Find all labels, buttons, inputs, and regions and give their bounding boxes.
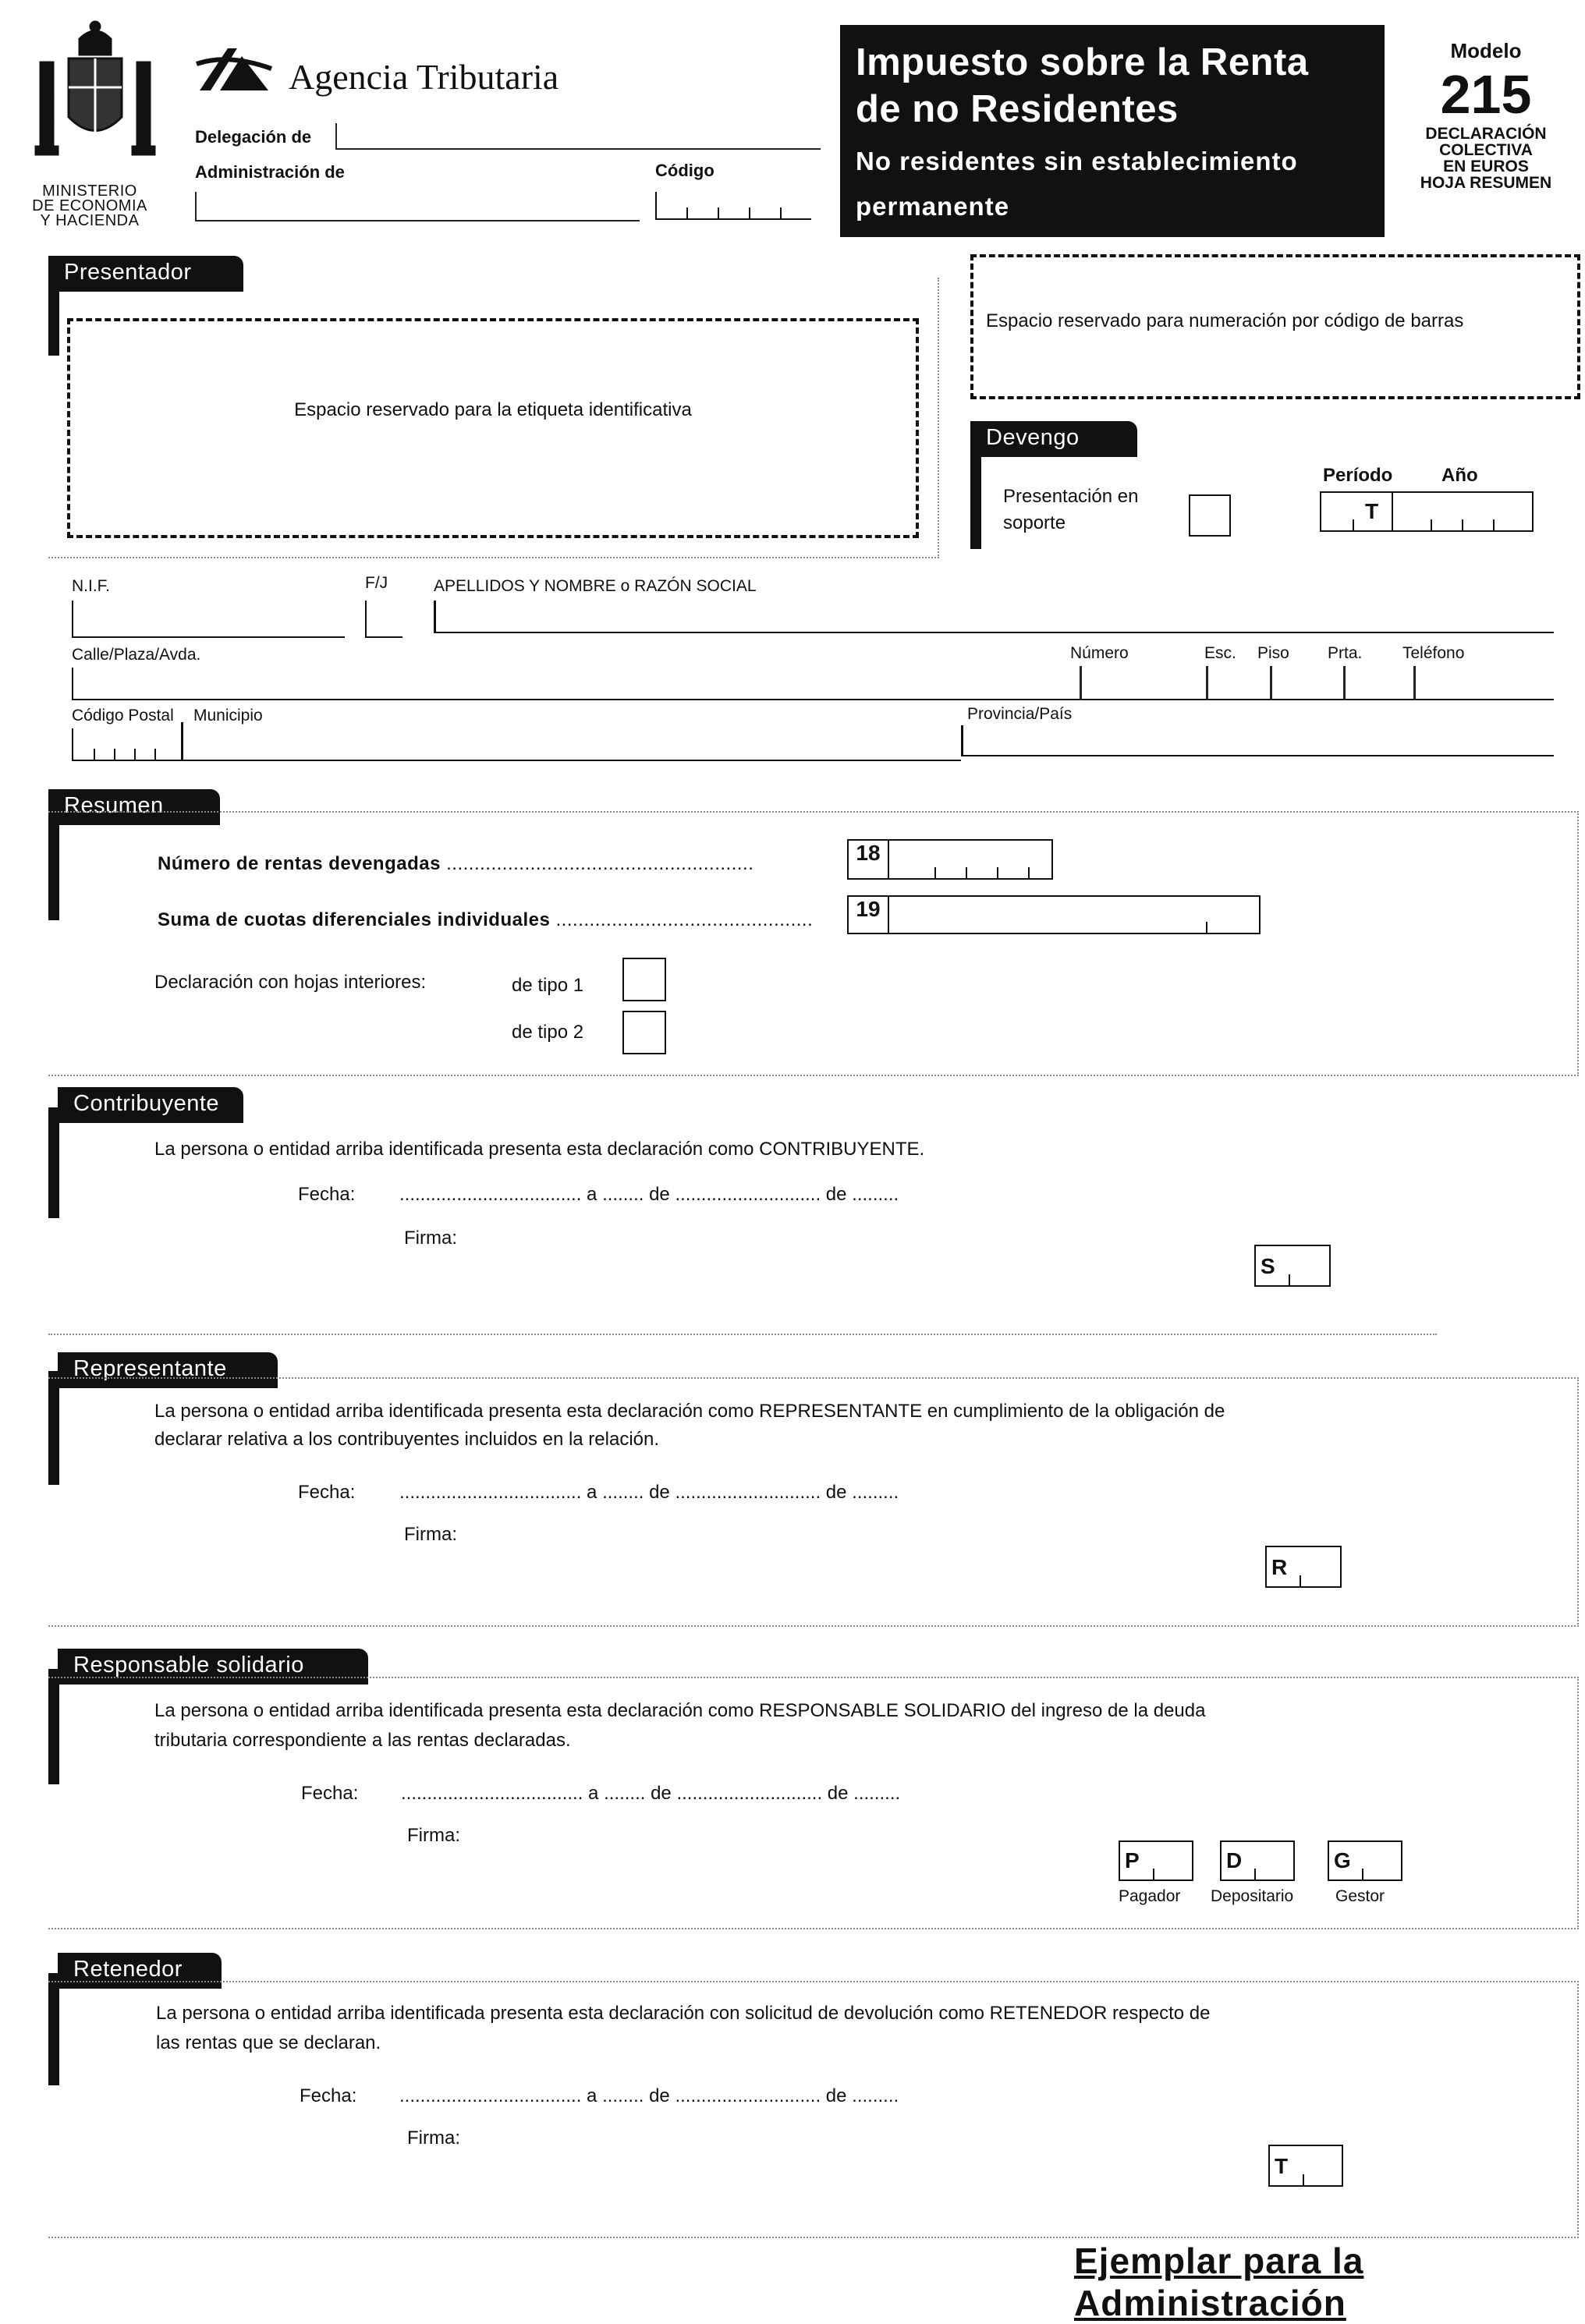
delegacion-label: Delegación de: [195, 127, 312, 147]
firma-label: Firma:: [404, 1228, 457, 1249]
depositario-code-box[interactable]: D: [1220, 1840, 1295, 1881]
tab-retenedor: Retenedor: [58, 1953, 222, 1989]
form-title: Impuesto sobre la Renta de no Residentes No residentes sin establecimiento permanente: [840, 25, 1385, 237]
modelo-number: 215: [1440, 64, 1532, 125]
agency-logo-icon: [197, 45, 271, 94]
fecha-label: Fecha:: [298, 1184, 356, 1205]
numero-label: Número: [1070, 644, 1129, 662]
agency-name: Agencia Tributaria: [289, 57, 559, 97]
gestor-label: Gestor: [1335, 1887, 1385, 1905]
municipio-field[interactable]: [181, 722, 961, 761]
soporte-checkbox[interactable]: [1189, 494, 1231, 537]
etiqueta-area: Espacio reservado para la etiqueta identificativa: [67, 318, 919, 538]
codigo-postal-field[interactable]: [72, 728, 181, 761]
tab-representante: Representante: [58, 1352, 278, 1388]
modelo-block: Modelo 215 DECLARACIÓN COLECTIVA EN EUROS HOJA RESUMEN: [1396, 39, 1576, 191]
depositario-label: Depositario: [1211, 1887, 1294, 1905]
cuotas-label: Suma de cuotas diferenciales individuales ..............................................: [158, 909, 814, 930]
nif-field[interactable]: [72, 600, 345, 638]
tab-responsable-solidario: Responsable solidario: [58, 1649, 368, 1685]
ejemplar-footer: Ejemplar para la Administración: [1074, 2241, 1364, 2323]
delegacion-field[interactable]: [335, 148, 821, 150]
prta-label: Prta.: [1328, 644, 1363, 662]
tab-contribuyente: Contribuyente: [58, 1087, 243, 1123]
apellidos-field[interactable]: [434, 600, 1554, 633]
tipo1-label: de tipo 1: [512, 975, 584, 996]
firma-label: Firma:: [407, 2127, 460, 2149]
hojas-label: Declaración con hojas interiores:: [154, 972, 427, 993]
barcode-area: Espacio reservado para numeración por código de barras: [970, 254, 1580, 399]
firma-label: Firma:: [407, 1825, 460, 1846]
presentacion-soporte-label: Presentación en soporte: [1003, 486, 1139, 533]
provincia-field[interactable]: [961, 725, 1554, 756]
responsable-text-1: La persona o entidad arriba identificada presenta esta declaración como RESPONSABLE SOLIDARIO del ingreso de la deuda: [154, 1700, 1206, 1721]
ministry-name: MINISTERIO DE ECONOMIA Y HACIENDA: [32, 182, 147, 229]
nif-label: N.I.F.: [72, 577, 111, 595]
firma-label: Firma:: [404, 1524, 457, 1545]
retenedor-text-2: las rentas que se declaran.: [156, 2032, 381, 2053]
tab-devengo: Devengo: [970, 421, 1137, 457]
contribuyente-code-box[interactable]: S: [1254, 1245, 1331, 1287]
esc-label: Esc.: [1204, 644, 1236, 662]
telefono-label: Teléfono: [1402, 644, 1465, 662]
fecha-label: Fecha:: [300, 2085, 357, 2106]
representante-code-box[interactable]: R: [1265, 1546, 1342, 1588]
cuotas-field[interactable]: 19: [847, 895, 1261, 934]
rentas-label: Número de rentas devengadas .......................................................: [158, 853, 754, 874]
fecha-field[interactable]: ................................... a ........ de ............................ de .........: [399, 1184, 899, 1205]
calle-field[interactable]: [72, 668, 1554, 700]
anio-label: Año: [1441, 465, 1478, 486]
piso-label: Piso: [1257, 644, 1289, 662]
codigo-label: Código: [655, 161, 714, 180]
fecha-label: Fecha:: [298, 1482, 356, 1503]
fj-field[interactable]: [365, 600, 402, 638]
fecha-field[interactable]: ................................... a ........ de ............................ de .........: [401, 1783, 901, 1804]
rentas-field[interactable]: 18: [847, 839, 1053, 880]
tipo2-label: de tipo 2: [512, 1022, 584, 1043]
administracion-field[interactable]: [195, 220, 640, 221]
pagador-label: Pagador: [1119, 1887, 1181, 1905]
fecha-field[interactable]: ................................... a ........ de ............................ de .........: [399, 2085, 899, 2106]
tab-presentador: Presentador: [48, 256, 243, 292]
contribuyente-text: La persona o entidad arriba identificada presenta esta declaración como CONTRIBUYENTE.: [154, 1139, 925, 1160]
gestor-code-box[interactable]: G: [1328, 1840, 1402, 1881]
codigo-postal-label: Código Postal: [72, 707, 174, 724]
fj-label: F/J: [365, 574, 388, 592]
responsable-text-2: tributaria correspondiente a las rentas declaradas.: [154, 1730, 571, 1751]
representante-text-2: declarar relativa a los contribuyentes incluidos en la relación.: [154, 1429, 660, 1450]
tipo2-checkbox[interactable]: [622, 1011, 666, 1054]
codigo-field[interactable]: [655, 192, 811, 220]
fecha-label: Fecha:: [301, 1783, 359, 1804]
provincia-label: Provincia/País: [967, 705, 1073, 723]
administracion-label: Administración de: [195, 162, 345, 182]
coat-of-arms-icon: [30, 16, 161, 179]
tipo1-checkbox[interactable]: [622, 958, 666, 1001]
periodo-anio-field[interactable]: T: [1320, 491, 1534, 532]
periodo-label: Período: [1323, 465, 1393, 486]
calle-label: Calle/Plaza/Avda.: [72, 646, 201, 664]
municipio-label: Municipio: [193, 707, 263, 724]
pagador-code-box[interactable]: P: [1119, 1840, 1193, 1881]
apellidos-label: APELLIDOS Y NOMBRE o RAZÓN SOCIAL: [434, 577, 757, 595]
tab-resumen: Resumen: [48, 789, 220, 825]
representante-text-1: La persona o entidad arriba identificada presenta esta declaración como REPRESENTANTE en cumplimiento de la obligación de: [154, 1401, 1225, 1422]
retenedor-code-box[interactable]: T: [1268, 2145, 1343, 2187]
retenedor-text-1: La persona o entidad arriba identificada presenta esta declaración con solicitud de devolución como RETENEDOR respecto de: [156, 2003, 1211, 2024]
fecha-field[interactable]: ................................... a ........ de ............................ de .........: [399, 1482, 899, 1503]
